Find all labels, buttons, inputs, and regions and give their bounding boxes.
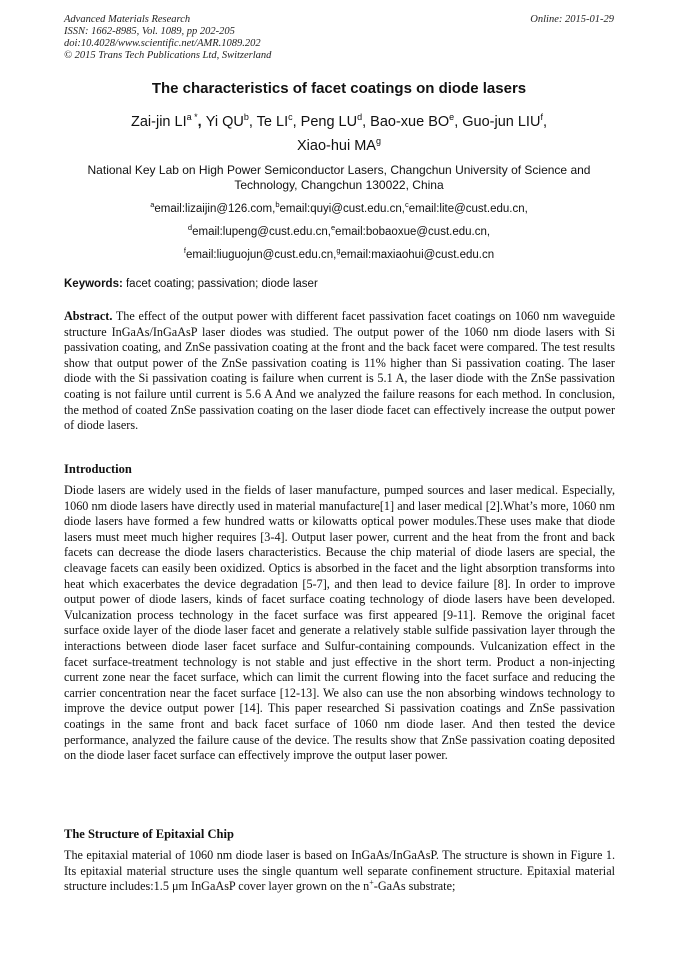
- author-list: [64, 110, 614, 158]
- author: Peng $LU^d$,: [300, 112, 371, 130]
- author: Te $LI^c$,: [256, 112, 301, 130]
- introduction-body: Diode lasers are widely used in the fields of laser manufacture, pumped sources and laser medical. Especially, 1060 nm diode lasers have directly used in material manufacture[1] and laser medical [2].What’s more, 1060 nm diode lasers have formed a few hundred watts or kilowatts optical power modules.These uses make that diode lasers must meet much higher requires [3-4]. Output laser power, current and the heat from the front and back facets can decrease the diode lasers characteristics. Because the chip material of diode lasers are special, the cleavage facets can easily been oxidized. Optics is absorbed in the facet and the light absorption transforms into heat which exacerbates the device degradation [5-7], and then lead to device failure [8]. In order to improve output power of diode lasers, kinds of facet surface coating technology of diode lasers have been developed. Vulcanization process technology in the facet surface was first appeared [9-11]. Remove the original facet surface oxide layer of the diode laser facet and generate a relatively stable sulfide passivation layer through the interactions between diode laser facet surface and Sulfur-containing compounds. Vulcanization effect in the facet surface-treatment technology is not stable and just effective in the short term. Product a non-injecting current zone near the facet surface, which can limit the current flowing into the facet surface and reducing the carrier concentration near the facet surface [12-13]. We also can use the non absorbing windows technology to improve the device output power [14]. This paper researched Si passivation coatings and ZnSe passivation coatings in the same front and back facet surface of 1060 nm diode laser. And then tested the device performance, analyzed the failure cause of the device. The results show that ZnSe passivation coating deposited on the diode laser facet surface can effectively improve the output laser power.: [64, 483, 615, 763]
- keywords-text: facet coating; passivation; diode laser: [122, 278, 318, 290]
- online-date: Online: 2015-01-29: [530, 14, 614, 25]
- email-list: [64, 198, 614, 267]
- email-address[interactable]: email:quyi@cust.edu.cn,: [279, 203, 405, 215]
- author: Guo-jun LIU$^f$,: [462, 112, 547, 130]
- keywords-label: Keywords:: [64, 278, 123, 290]
- doi-line: doi:10.4028/www.scientific.net/AMR.1089.202: [64, 38, 261, 49]
- introduction-heading: Introduction: [64, 462, 132, 476]
- copyright-line: © 2015 Trans Tech Publications Ltd, Switzerland: [64, 50, 272, 61]
- structure-heading: The Structure of Epitaxial Chip: [64, 827, 234, 841]
- author: Bao-xue $BO^e$,: [370, 112, 463, 130]
- author: Zai-jin $LI^{a *}$,: [131, 112, 206, 130]
- abstract-label: Abstract.: [64, 309, 113, 323]
- keywords: [64, 278, 318, 290]
- paper-title: The characteristics of facet coatings on diode lasers: [151, 80, 527, 97]
- author: Xiao-hui $MA^g$: [297, 136, 381, 154]
- email-address[interactable]: email:lite@cust.edu.cn,: [408, 203, 528, 215]
- abstract-text: The effect of the output power with different facet passivation facet coatings on 1060 nm waveguide structure InGaAs/InGaAsP laser diodes was studied. The output power of the 1060 nm diode lasers with Si passivation coating, and ZnSe passivation coating at the front and the back facet were compared. The test results show that output power of the ZnSe passivation coating is 11% higher than Si passivation coating. The laser diode with the Si passivation coating is failure when current is 5.1 A, the laser diode with the ZnSe passivation coating is not failure until current is 5.6 A And we analyzed the failure reasons for each method. In conclusion, the method of coated ZnSe passivation coating on the laser diode facet can effectively increase the output power of diode lasers.: [64, 309, 615, 433]
- email-address[interactable]: email:maxiaohui@cust.edu.cn: [340, 249, 495, 261]
- abstract: [64, 309, 615, 434]
- issn-line: ISSN: 1662-8985, Vol. 1089, pp 202-205: [64, 26, 235, 37]
- email-address[interactable]: email:liuguojun@cust.edu.cn,: [185, 249, 337, 261]
- structure-body: The epitaxial material of 1060 nm diode laser is based on InGaAs/InGaAsP. The structure is shown in Figure 1. Its epitaxial material structure uses the single quantum well separate confinement structure. Epitaxial material structure includes:1.5 μm InGaAsP cover layer grown on the n+-GaAs substrate;: [64, 848, 615, 894]
- journal-header: [64, 14, 271, 62]
- email-line: $^f$email:liuguojun@cust.edu.cn,$^g$email:maxiaohui@cust.edu.cn: [183, 246, 495, 261]
- email-line: $^d$email:lupeng@cust.edu.cn,$^e$email:bobaoxue@cust.edu.cn,: [187, 223, 491, 238]
- affiliation: National Key Lab on High Power Semiconductor Lasers, Changchun University of Science and Technology, Changchun 130022, China: [87, 163, 591, 192]
- email-address[interactable]: email:lizaijin@126.com,: [154, 203, 276, 215]
- journal-name: Advanced Materials Research: [64, 14, 191, 25]
- email-address[interactable]: email:lupeng@cust.edu.cn,: [192, 226, 331, 238]
- email-address[interactable]: email:bobaoxue@cust.edu.cn,: [335, 226, 491, 238]
- email-line: $^a$email:lizaijin@126.com,$^b$email:quyi@cust.edu.cn,$^c$email:lite@cust.edu.cn,: [150, 200, 528, 215]
- author: Yi $QU^b$,: [205, 112, 257, 130]
